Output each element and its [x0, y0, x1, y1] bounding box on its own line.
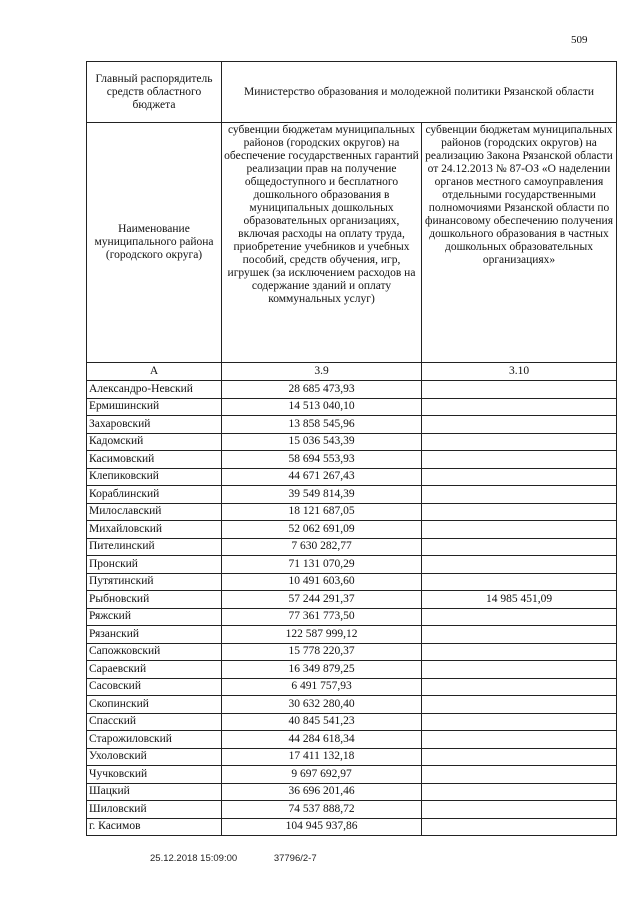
- district-name: Сасовский: [87, 678, 222, 696]
- value-3-9: 39 549 814,39: [222, 486, 422, 504]
- value-3-9: 77 361 773,50: [222, 608, 422, 626]
- district-name: Ермишинский: [87, 398, 222, 416]
- district-name: Шацкий: [87, 783, 222, 801]
- value-3-9: 6 491 757,93: [222, 678, 422, 696]
- district-name: Кадомский: [87, 433, 222, 451]
- value-3-9: 104 945 937,86: [222, 818, 422, 836]
- value-3-10: [422, 451, 617, 469]
- table-row: [87, 433, 617, 451]
- table-row: [87, 486, 617, 504]
- value-3-9: 10 491 603,60: [222, 573, 422, 591]
- column-label-3-10: 3.10: [422, 363, 617, 381]
- value-3-9: 15 778 220,37: [222, 643, 422, 661]
- value-3-9: 28 685 473,93: [222, 381, 422, 399]
- column-label-3-9: 3.9: [222, 363, 422, 381]
- table-row: [87, 801, 617, 819]
- value-3-10: [422, 486, 617, 504]
- table-row: [87, 608, 617, 626]
- table-row: [87, 416, 617, 434]
- value-3-9: 57 244 291,37: [222, 591, 422, 609]
- table-row: [87, 731, 617, 749]
- value-3-9: 58 694 553,93: [222, 451, 422, 469]
- district-name: Кораблинский: [87, 486, 222, 504]
- value-3-10: [422, 381, 617, 399]
- table-row: [87, 766, 617, 784]
- value-3-9: 9 697 692,97: [222, 766, 422, 784]
- value-3-10: [422, 801, 617, 819]
- footer-stamp: [150, 853, 351, 864]
- district-name: Скопинский: [87, 696, 222, 714]
- value-3-9: 40 845 541,23: [222, 713, 422, 731]
- value-3-9: 74 537 888,72: [222, 801, 422, 819]
- district-name: Пителинский: [87, 538, 222, 556]
- value-3-9: 52 062 691,09: [222, 521, 422, 539]
- table-row: [87, 661, 617, 679]
- value-3-10: [422, 661, 617, 679]
- table-row: [87, 468, 617, 486]
- value-3-9: 7 630 282,77: [222, 538, 422, 556]
- column-number-row: [87, 363, 617, 381]
- subvention-table: [86, 61, 617, 836]
- value-3-10: [422, 766, 617, 784]
- table-row: [87, 398, 617, 416]
- district-name: Клепиковский: [87, 468, 222, 486]
- value-3-10: [422, 748, 617, 766]
- value-3-10: [422, 556, 617, 574]
- table-row: [87, 573, 617, 591]
- district-name: Ряжский: [87, 608, 222, 626]
- column-label-a: А: [87, 363, 222, 381]
- value-3-10: [422, 626, 617, 644]
- value-3-9: 71 131 070,29: [222, 556, 422, 574]
- value-3-9: 44 284 618,34: [222, 731, 422, 749]
- district-name: Милославский: [87, 503, 222, 521]
- value-3-10: [422, 678, 617, 696]
- value-3-9: 13 858 545,96: [222, 416, 422, 434]
- district-name: Чучковский: [87, 766, 222, 784]
- value-3-9: 17 411 132,18: [222, 748, 422, 766]
- value-3-10: [422, 731, 617, 749]
- district-name: Старожиловский: [87, 731, 222, 749]
- district-name: Александро-Невский: [87, 381, 222, 399]
- value-3-10: [422, 433, 617, 451]
- table-row: [87, 556, 617, 574]
- value-3-10: [422, 521, 617, 539]
- footer-timestamp: 25.12.2018 15:09:00: [150, 853, 238, 864]
- value-3-9: 15 036 543,39: [222, 433, 422, 451]
- district-column-header: Наименование муниципального района (городского округа): [87, 123, 222, 363]
- value-3-9: 16 349 879,25: [222, 661, 422, 679]
- distributor-label: Главный распорядитель средств областного бюджета: [87, 62, 222, 123]
- district-name: Сапожковский: [87, 643, 222, 661]
- district-name: Спасский: [87, 713, 222, 731]
- value-3-9: 18 121 687,05: [222, 503, 422, 521]
- value-3-9: 122 587 999,12: [222, 626, 422, 644]
- value-3-10: [422, 503, 617, 521]
- value-3-9: 30 632 280,40: [222, 696, 422, 714]
- district-name: Захаровский: [87, 416, 222, 434]
- district-name: Путятинский: [87, 573, 222, 591]
- header-row-columns: [87, 123, 617, 363]
- value-3-9: 14 513 040,10: [222, 398, 422, 416]
- value-3-10: [422, 398, 617, 416]
- table-row: [87, 713, 617, 731]
- table-row: [87, 748, 617, 766]
- district-name: Шиловский: [87, 801, 222, 819]
- table-row: [87, 381, 617, 399]
- district-name: Рыбновский: [87, 591, 222, 609]
- table-row: [87, 818, 617, 836]
- value-3-10: 14 985 451,09: [422, 591, 617, 609]
- value-3-10: [422, 818, 617, 836]
- header-row-distributor: [87, 62, 617, 123]
- district-name: г. Касимов: [87, 818, 222, 836]
- table-row: [87, 678, 617, 696]
- value-3-10: [422, 696, 617, 714]
- value-3-10: [422, 416, 617, 434]
- value-3-10: [422, 538, 617, 556]
- table-row: [87, 643, 617, 661]
- value-3-10: [422, 783, 617, 801]
- table-row: [87, 538, 617, 556]
- district-name: Михайловский: [87, 521, 222, 539]
- value-3-10: [422, 468, 617, 486]
- table-row: [87, 503, 617, 521]
- district-name: Касимовский: [87, 451, 222, 469]
- value-3-10: [422, 608, 617, 626]
- value-3-10: [422, 713, 617, 731]
- value-3-9: 36 696 201,46: [222, 783, 422, 801]
- distributor-value: Министерство образования и молодежной политики Рязанской области: [222, 62, 617, 123]
- footer-doc-code: 37796/2-7: [273, 853, 317, 864]
- value-3-10: [422, 573, 617, 591]
- table-row: [87, 783, 617, 801]
- column-3-10-header: субвенции бюджетам муниципальных районов (городских округов) на реализацию Закона Рязанской области от 24.12.2013 № 87-ОЗ «О наделении органов местного самоуправления отдельными государственными полномочиями Рязанской области по финансовому обеспечению получения дошкольного образования в частных дошкольных образовательных организациях»: [422, 123, 617, 363]
- value-3-9: 44 671 267,43: [222, 468, 422, 486]
- district-name: Рязанский: [87, 626, 222, 644]
- column-3-9-header: субвенции бюджетам муниципальных районов (городских округов) на обеспечение государственных гарантий реализации прав на получение общедоступного и бесплатного дошкольного образования в муниципальных дошкольных образовательных организациях, включая расходы на оплату труда, приобретение учебников и учебных пособий, средств обучения, игр, игрушек (за исключением расходов на содержание зданий и оплату коммунальных услуг): [222, 123, 422, 363]
- district-name: Сараевский: [87, 661, 222, 679]
- table-row: [87, 521, 617, 539]
- table-row: [87, 696, 617, 714]
- table-row: [87, 626, 617, 644]
- page-number: 509: [571, 34, 588, 46]
- value-3-10: [422, 643, 617, 661]
- table-row: [87, 591, 617, 609]
- table-row: [87, 451, 617, 469]
- district-name: Пронский: [87, 556, 222, 574]
- district-name: Ухоловский: [87, 748, 222, 766]
